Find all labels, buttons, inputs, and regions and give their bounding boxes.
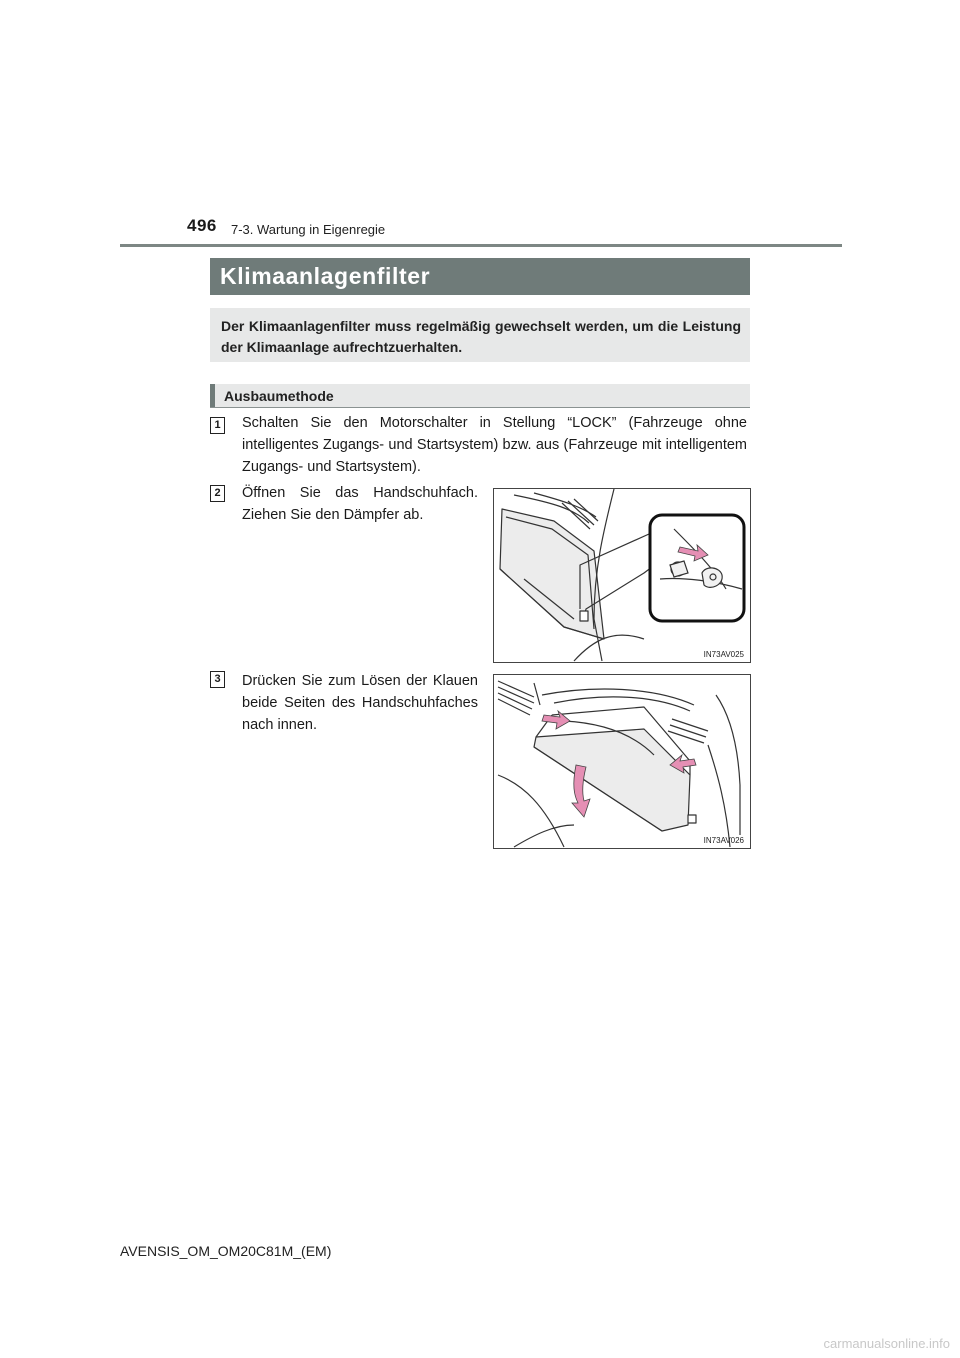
figure-code: IN73AV026 bbox=[703, 836, 744, 845]
subheading-bar bbox=[210, 384, 750, 408]
step-number-3: 3 bbox=[210, 671, 225, 688]
footer-doc-id: AVENSIS_OM_OM20C81M_(EM) bbox=[120, 1243, 332, 1259]
title-bar bbox=[210, 258, 750, 295]
intro-box bbox=[210, 308, 750, 362]
section-label: 7-3. Wartung in Eigenregie bbox=[231, 222, 386, 237]
watermark: carmanualsonline.info bbox=[823, 1336, 950, 1351]
step-text-1: Schalten Sie den Motorschalter in Stellung “LOCK” (Fahrzeuge ohne intelligentes Zugangs- und Startsystem) bzw. aus (Fahrzeuge mit intelligentem Zugangs- und Startsystem). bbox=[242, 415, 747, 475]
intro-text: Der Klimaanlagenfilter muss regelmäßig gewechselt werden, um die Leistung der Klimaanlage aufrechtzuerhalten. bbox=[221, 318, 741, 355]
step-text-2: Öffnen Sie das Handschuhfach. Ziehen Sie den Dämpfer ab. bbox=[242, 485, 478, 523]
figure-glovebox-claws bbox=[493, 674, 751, 849]
page-title: Klimaanlagenfilter bbox=[220, 263, 431, 289]
step-text-3: Drücken Sie zum Lösen der Klauen beide Seiten des Handschuhfaches nach innen. bbox=[242, 673, 478, 733]
page-number: 496 bbox=[187, 216, 217, 235]
figure-code: IN73AV025 bbox=[703, 650, 744, 659]
subheading: Ausbaumethode bbox=[224, 388, 334, 404]
step-number-2: 2 bbox=[210, 485, 225, 502]
header-rule bbox=[120, 244, 842, 247]
step-number-1: 1 bbox=[210, 417, 225, 434]
figure-glovebox-damper bbox=[493, 488, 751, 663]
